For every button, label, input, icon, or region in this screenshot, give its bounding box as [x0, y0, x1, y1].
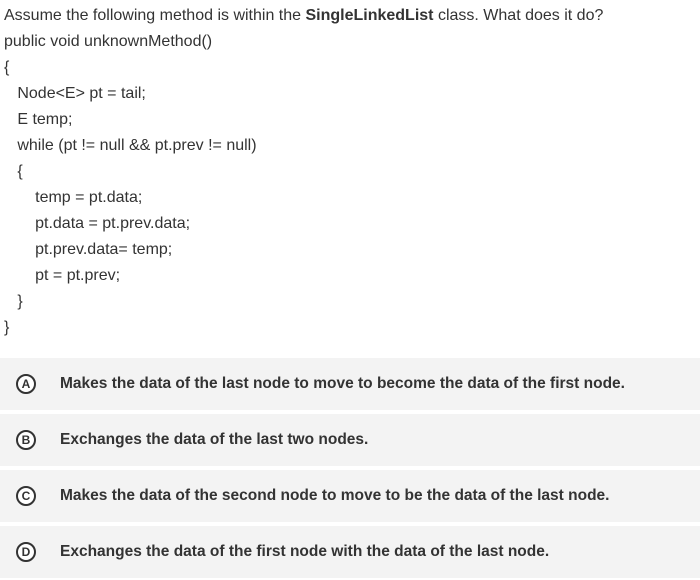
option-b[interactable] — [0, 414, 700, 466]
question-class-name: SingleLinkedList — [305, 7, 434, 24]
question-prompt-suffix: class. What does it do? — [433, 7, 604, 24]
code-line: { — [4, 59, 10, 76]
option-text: Exchanges the data of the first node with the data of the last node. — [60, 543, 550, 560]
code-line: pt.data = pt.prev.data; — [4, 215, 191, 232]
question-prompt-prefix: Assume the following method is within the — [4, 7, 306, 24]
option-letter-badge: B — [16, 430, 36, 450]
option-letter-badge: A — [16, 374, 36, 394]
option-c[interactable] — [0, 470, 700, 522]
option-letter-badge: D — [16, 542, 36, 562]
option-text: Makes the data of the second node to move to be the data of the last node. — [60, 487, 610, 504]
code-line: Node<E> pt = tail; — [4, 85, 146, 102]
code-line: E temp; — [4, 111, 73, 128]
option-text: Exchanges the data of the last two nodes. — [60, 431, 369, 448]
option-a[interactable] — [0, 358, 700, 410]
code-line: { — [4, 163, 23, 180]
option-d[interactable] — [0, 526, 700, 578]
code-line: while (pt != null && pt.prev != null) — [4, 137, 257, 154]
code-line: pt.prev.data= temp; — [4, 241, 173, 258]
code-line: temp = pt.data; — [4, 189, 143, 206]
option-text: Makes the data of the last node to move to become the data of the first node. — [60, 375, 625, 392]
code-line: } — [4, 319, 10, 336]
code-line: pt = pt.prev; — [4, 267, 121, 284]
code-line: } — [4, 293, 23, 310]
code-line: public void unknownMethod() — [4, 33, 213, 50]
option-letter-badge: C — [16, 486, 36, 506]
question-prompt — [4, 6, 603, 26]
